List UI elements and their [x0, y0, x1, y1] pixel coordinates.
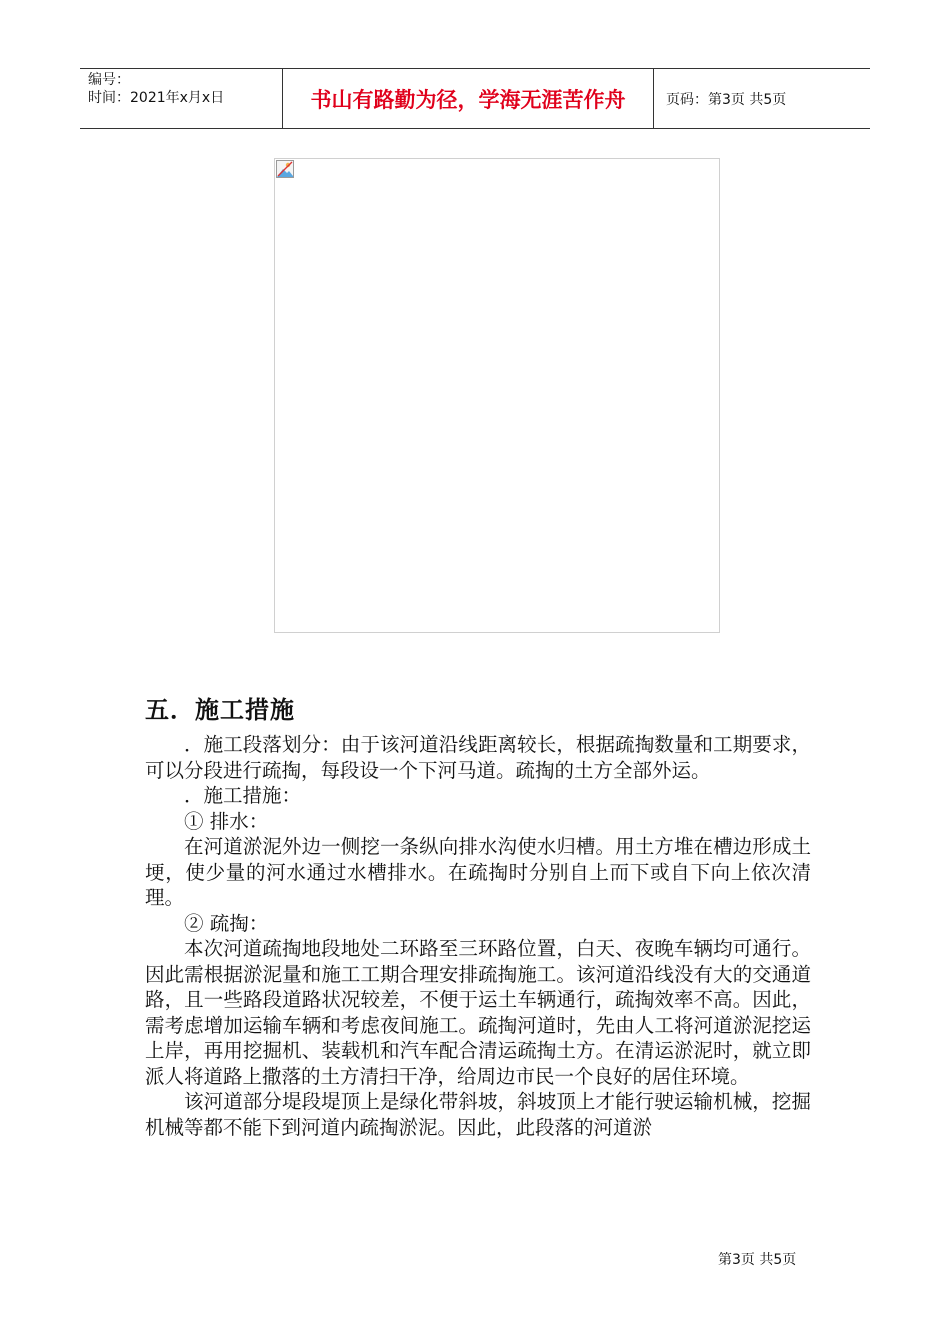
paragraph-drainage-heading: ① 排水：	[184, 809, 269, 833]
paragraph-embankment-body: 该河道部分堤段堤顶上是绿化带斜坡，斜坡顶上才能行驶运输机械，挖掘机械等都不能下到河道内疏掏淤泥。因此，此段落的河道淤	[145, 1090, 811, 1139]
paragraph-drainage-body: 在河道淤泥外边一侧挖一条纵向排水沟使水归槽。用土方堆在槽边形成土埂，使少量的河水通过水槽排水。在疏掏时分别自上而下或自下向上依次清理。	[145, 835, 811, 909]
paragraph-measures-heading: ．施工措施：	[184, 784, 302, 807]
section-body	[145, 732, 811, 1140]
paragraph-dredging-heading: ② 疏掏：	[184, 911, 269, 935]
footer-page-number: 第3页 共5页	[718, 1252, 797, 1268]
header-meta	[80, 69, 282, 128]
document-header	[80, 68, 870, 129]
paragraph-segment-division: ．施工段落划分：由于该河道沿线距离较长，根据疏掏数量和工期要求，可以分段进行疏掏，每段设一个下河马道。疏掏的土方全部外运。	[145, 733, 811, 782]
section-title: 五．施工措施	[145, 696, 295, 724]
broken-image-icon	[276, 160, 294, 178]
embedded-image-placeholder	[274, 158, 720, 633]
document-date: 时间：2021年x月x日	[88, 90, 225, 106]
header-page-info: 页码：第3页 共5页	[666, 91, 787, 108]
document-number-label: 编号：	[88, 72, 130, 88]
header-motto: 书山有路勤为径，学海无涯苦作舟	[282, 69, 654, 128]
paragraph-dredging-body: 本次河道疏掏地段地处二环路至三环路位置，白天、夜晚车辆均可通行。因此需根据淤泥量和施工工期合理安排疏掏施工。该河道沿线没有大的交通道路，且一些路段道路状况较差，不便于运土车辆通行，疏掏效率不高。因此，需考虑增加运输车辆和考虑夜间施工。疏掏河道时，先由人工将河道淤泥挖运上岸，再用挖掘机、装载机和汽车配合清运疏掏土方。在清运淤泥时，就立即派人将道路上撒落的土方清扫干净，给周边市民一个良好的居住环境。	[145, 937, 811, 1088]
